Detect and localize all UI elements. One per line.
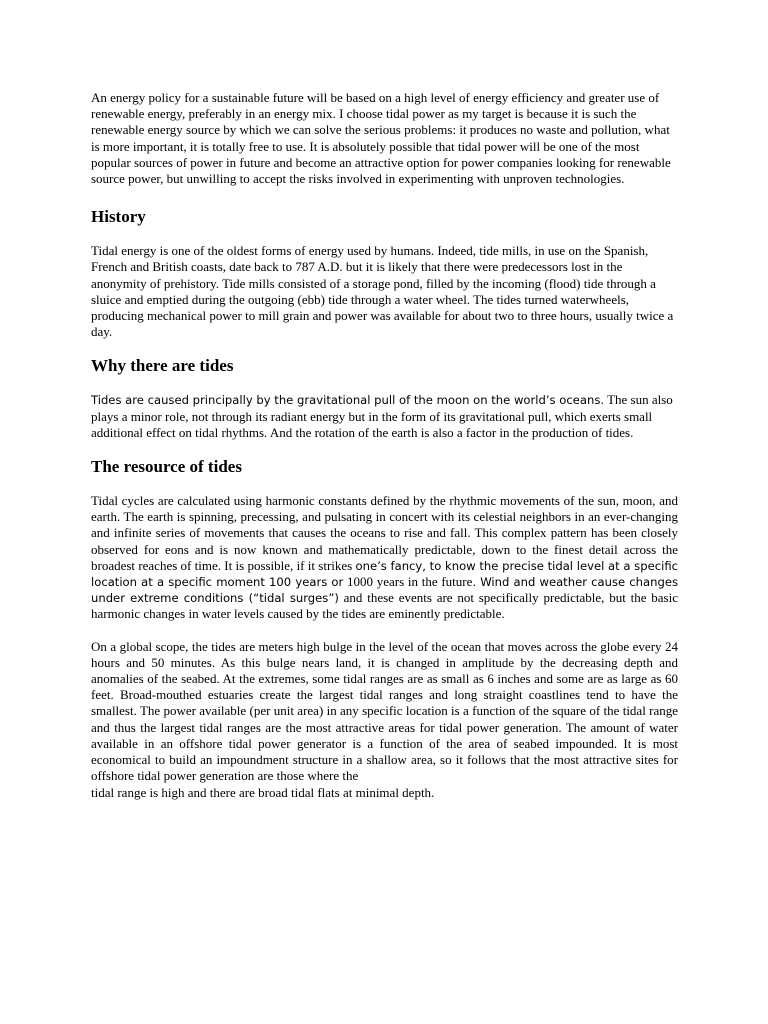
resource-p1-part-d: . Wind and weather cause changes under extreme conditions (“tidal surges”)	[91, 575, 679, 606]
resource-p1-part-a: Tidal cycles are calculated using harmonic constants defined by the rhythmic movements of the sun, moon, and earth. The earth is spinning, precessing, and pulsating in concert with its celestial neighbors in an ever-changing and infinite series of movements that causes the oceans to rise and fall. This complex pattern has been closely observed for eons and is now known and mathematically predictable, down to the finest detail across the broadest reaches of time. It is possible, if it strikes	[91, 493, 678, 573]
why-tides-heading: Why there are tides	[91, 356, 234, 376]
resource-paragraph-1	[91, 493, 678, 623]
resource-p1-part-c: 1000 years in the future	[343, 574, 473, 590]
intro-paragraph: An energy policy for a sustainable future will be based on a high level of energy efficiency and greater use of renewable energy, preferably in an energy mix. I choose tidal power as my target is because it is such the renewable energy source by which we can solve the serious problems: it produces no waste and pollution, what is more important, it is totally free to use. It is absolutely possible that tidal power will be one of the most popular sources of power in future and become an attractive option for power companies looking for renewable source power, but unwilling to accept the risks involved in experimenting with unproven technologies.	[91, 90, 671, 187]
resource-paragraph-2: On a global scope, the tides are meters high bulge in the level of the ocean that moves across the globe every 24 hours and 50 minutes. As this bulge nears land, it is changed in amplitude by the decreasing depth and anomalies of the seabed. At the extremes, some tidal ranges are as small as 6 inches and some are as large as 60 feet. Broad-mouthed estuaries create the largest tidal ranges and long straight coastlines tend to have the smallest. The power available (per unit area) in any specific location is a function of the square of the tidal range and thus the largest tidal ranges are the most attractive areas for tidal power generation. The amount of water available in an offshore tidal power generator is a function of the area of seabed impounded. It is most economical to build an impoundment structure in a shallow area, so it follows that the most attractive sites for offshore tidal power generation are those where the	[91, 638, 678, 784]
history-heading: History	[91, 207, 146, 227]
resource-p1-part-b: one’s fancy, to know the precise tidal level at a specific location at a specific moment 100 years or	[91, 558, 678, 590]
why-tides-paragraph	[91, 392, 678, 441]
resource-heading: The resource of tides	[91, 457, 242, 477]
resource-paragraph-3: tidal range is high and there are broad tidal flats at minimal depth.	[91, 784, 435, 800]
why-tides-rest: The sun also plays a minor role, not through its radiant energy but in the form of its gravitational pull, which exerts small additional effect on tidal rhythms. And the rotation of the earth is also a factor in the production of tides.	[91, 392, 673, 440]
history-paragraph: Tidal energy is one of the oldest forms of energy used by humans. Indeed, tide mills, in use on the Spanish, French and British coasts, date back to 787 A.D. but it is likely that there were predecessors lost in the anonymity of prehistory. Tide mills consisted of a storage pond, filled by the incoming (flood) tide through a sluice and emptied during the outgoing (ebb) tide through a water wheel. The tides turned waterwheels, producing mechanical power to mill grain and power was available for about two to three hours, usually twice a day.	[91, 243, 674, 340]
document-page	[91, 90, 678, 801]
why-tides-lead-sentence: Tides are caused principally by the gravitational pull of the moon on the world’s oceans.	[91, 393, 605, 408]
resource-p1-part-e: and these events are not specifically predictable, but the basic harmonic changes in water levels caused by the tides are eminently predictable.	[91, 590, 678, 622]
